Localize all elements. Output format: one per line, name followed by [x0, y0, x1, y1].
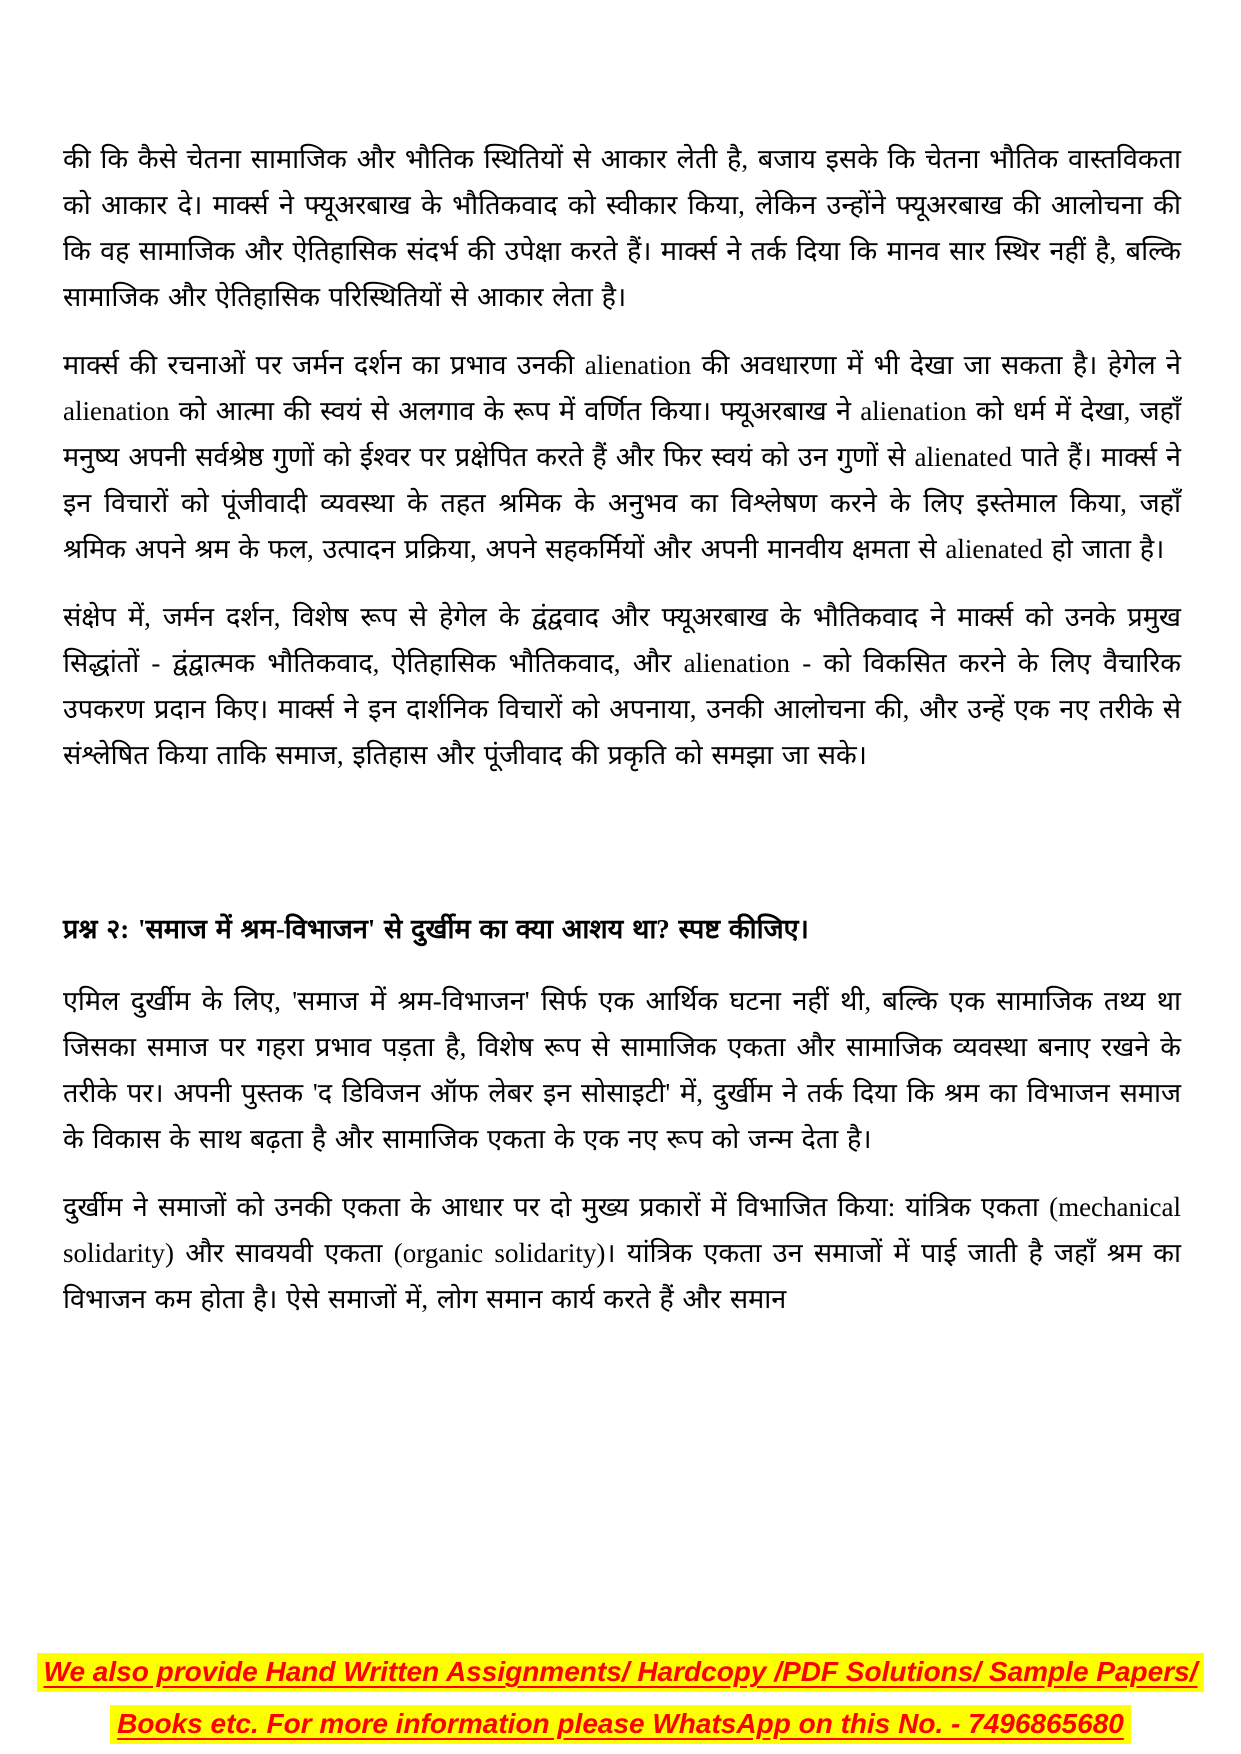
- paragraph-marx-consciousness: की कि कैसे चेतना सामाजिक और भौतिक स्थितियों से आकार लेती है, बजाय इसके कि चेतना भौतिक वास्तविकता को आकार दे। मार्क्स ने फ्यूअरबाख के भौतिकवाद को स्वीकार किया, लेकिन उन्होंने फ्यूअरबाख की आलोचना की कि वह सामाजिक और ऐतिहासिक संदर्भ की उपेक्षा करते हैं। मार्क्स ने तर्क दिया कि मानव सार स्थिर नहीं है, बल्कि सामाजिक और ऐतिहासिक परिस्थितियों से आकार लेता है।: [63, 144, 1181, 312]
- promo-line-1: We also provide Hand Written Assignments/ Hardcopy /PDF Solutions/ Sample Papers/: [37, 1653, 1205, 1692]
- paragraph-durkheim-division-of-labour: एमिल दुर्खीम के लिए, 'समाज में श्रम-विभाजन' सिर्फ एक आर्थिक घटना नहीं थी, बल्कि एक सामाजिक तथ्य था जिसका समाज पर गहरा प्रभाव पड़ता है, विशेष रूप से सामाजिक एकता और सामाजिक व्यवस्था बनाए रखने के तरीके पर। अपनी पुस्तक 'द डिविजन ऑफ लेबर इन सोसाइटी' में, दुर्खीम ने तर्क दिया कि श्रम का विभाजन समाज के विकास के साथ बढ़ता है और सामाजिक एकता के एक नए रूप को जन्म देता है।: [63, 986, 1181, 1154]
- paragraph-marx-alienation: मार्क्स की रचनाओं पर जर्मन दर्शन का प्रभाव उनकी alienation की अवधारणा में भी देखा जा सकता है। हेगेल ने alienation को आत्मा की स्वयं से अलगाव के रूप में वर्णित किया। फ्यूअरबाख ने alienation को धर्म में देखा, जहाँ मनुष्य अपनी सर्वश्रेष्ठ गुणों को ईश्वर पर प्रक्षेपित करते हैं और फिर स्वयं को उन गुणों से alienated पाते हैं। मार्क्स ने इन विचारों को पूंजीवादी व्यवस्था के तहत श्रमिक के अनुभव का विश्लेषण करने के लिए इस्तेमाल किया, जहाँ श्रमिक अपने श्रम के फल, उत्पादन प्रक्रिया, अपने सहकर्मियों और अपनी मानवीय क्षमता से alienated हो जाता है।: [63, 350, 1181, 564]
- promo-footer-row: [0, 1700, 1241, 1752]
- promo-line-2: Books etc. For more information please WhatsApp on this No. - 7496865680: [110, 1705, 1131, 1744]
- document-body: [63, 136, 1181, 1344]
- promo-footer: [0, 1648, 1241, 1752]
- paragraph-durkheim-solidarity-types: दुर्खीम ने समाजों को उनकी एकता के आधार पर दो मुख्य प्रकारों में विभाजित किया: यांत्रिक एकता (mechanical solidarity) और सावयवी एकता (organic solidarity)। यांत्रिक एकता उन समाजों में पाई जाती है जहाँ श्रम का विभाजन कम होता है। ऐसे समाजों में, लोग समान कार्य करते हैं और समान: [63, 1192, 1181, 1314]
- paragraph-marx-summary: संक्षेप में, जर्मन दर्शन, विशेष रूप से हेगेल के द्वंद्ववाद और फ्यूअरबाख के भौतिकवाद ने मार्क्स को उनके प्रमुख सिद्धांतों - द्वंद्वात्मक भौतिकवाद, ऐतिहासिक भौतिकवाद, और alienation - को विकसित करने के लिए वैचारिक उपकरण प्रदान किए। मार्क्स ने इन दार्शनिक विचारों को अपनाया, उनकी आलोचना की, और उन्हें एक नए तरीके से संश्लेषित किया ताकि समाज, इतिहास और पूंजीवाद की प्रकृति को समझा जा सके।: [63, 602, 1181, 770]
- promo-footer-row: [0, 1648, 1241, 1700]
- question-2-heading: प्रश्न २: 'समाज में श्रम-विभाजन' से दुर्खीम का क्या आशय था? स्पष्ट कीजिए।: [63, 914, 809, 944]
